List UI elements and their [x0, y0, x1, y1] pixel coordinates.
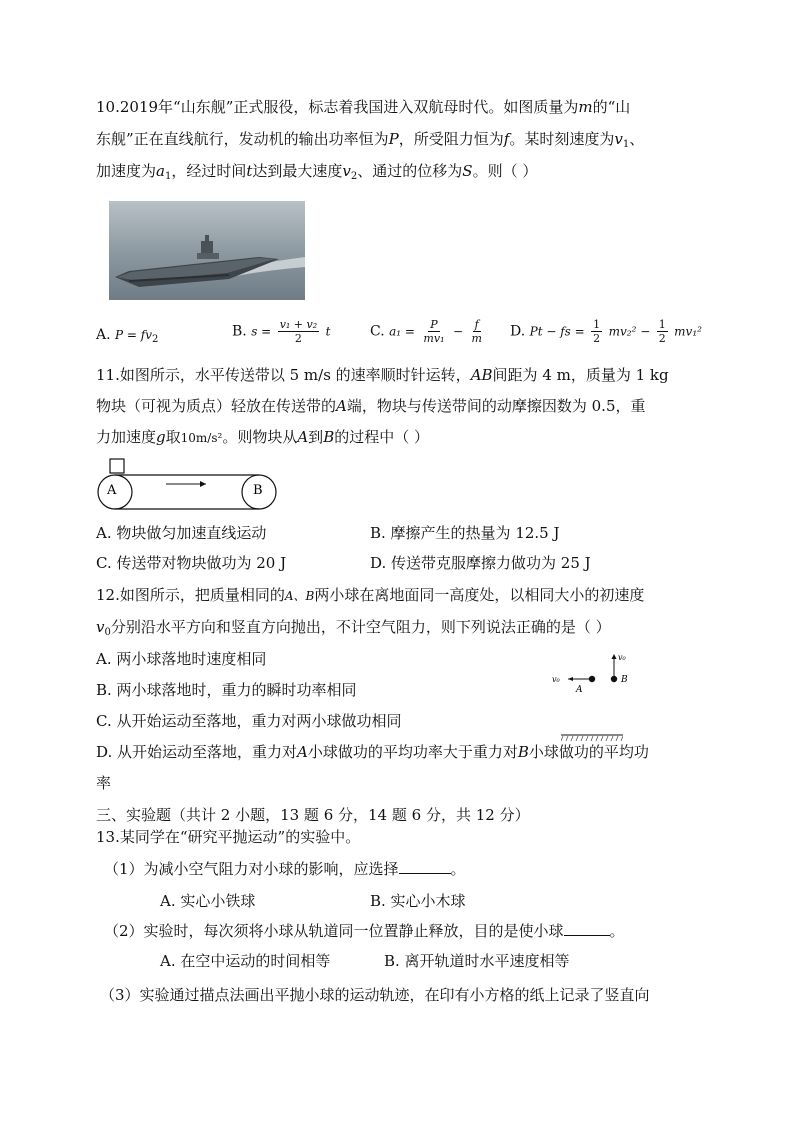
- q12-line-1: 12.如图所示，把质量相同的A、B两小球在离地面同一高度处，以相同大小的初速度: [96, 586, 645, 604]
- q13-part-3: （3）实验通过描点法画出平抛小球的运动轨迹，在印有小方格的纸上记录了竖直向: [100, 986, 650, 1004]
- block-icon: [110, 459, 124, 473]
- projectile-diagram: [548, 650, 638, 694]
- ball-a-label: A: [576, 685, 583, 694]
- q10-line-2: 东舰”正在直线航行，发动机的输出功率恒为P，所受阻力恒为f。某时刻速度为$v_1$、: [96, 130, 645, 150]
- conveyor-belt-diagram: [96, 456, 280, 512]
- q11-line-2: 物块（可视为质点）轻放在传送带的A端，物块与传送带间的动摩擦因数为 0.5，重: [96, 397, 646, 415]
- arrow-up-icon: [612, 654, 617, 659]
- q13-part-2-option-a: A. 在空中运动的时间相等: [160, 952, 331, 970]
- q13-part-1-option-a: A. 实心小铁球: [160, 892, 256, 910]
- q10-option-d: D. Pt − fs = $\frac{1}{2}$ mv₂² − $\frac{1}{2}$ mv₁²: [510, 318, 702, 345]
- aircraft-carrier-image: [109, 201, 305, 300]
- q11-option-d: D. 传送带克服摩擦力做功为 25 J: [370, 554, 591, 572]
- fraction: $\frac{1}{2}$: [593, 318, 601, 345]
- fraction: $\frac{P}{\text{mv₁}}$: [423, 318, 445, 345]
- fraction: $\frac{1}{2}$: [658, 318, 666, 345]
- q10-line-3: 加速度为$a_1$，经过时间t达到最大速度$v_2$、通过的位移为S。则（ ）: [96, 162, 538, 182]
- fraction: $\frac{f}{m}$: [471, 318, 482, 345]
- velocity-b-label: v₀: [618, 653, 626, 662]
- ball-a: [589, 676, 595, 682]
- q10-option-a: A. $P = fv_2$: [96, 327, 159, 345]
- q10-line-1: 10.2019年“山东舰”正式服役，标志着我国进入双航母时代。如图质量为m的“山: [96, 98, 631, 116]
- arrow-right-icon: [200, 481, 206, 487]
- ball-b: [611, 676, 617, 682]
- q12-option-a: A. 两小球落地时速度相同: [96, 650, 267, 668]
- pulley-a-label: A: [107, 483, 117, 498]
- q12-option-d-cont: 率: [96, 774, 112, 792]
- section-3-title: 三、实验题（共计 2 小题，13 题 6 分，14 题 6 分，共 12 分）: [96, 806, 530, 824]
- q11-option-a: A. 物块做匀加速直线运动: [96, 524, 267, 542]
- q10-option-b: B. s = $\frac{\text{v₁ + v₂}}{2}$ t: [232, 318, 331, 345]
- q12-line-2: $v_0$分别沿水平方向和竖直方向抛出，不计空气阻力，则下列说法正确的是（ ）: [96, 618, 611, 638]
- q13-part-1-option-b: B. 实心小木球: [370, 892, 466, 910]
- q13-part-2: （2）实验时，每次须将小球从轨道同一位置静止释放，目的是使小球 。: [104, 922, 625, 940]
- q11-line-3: 力加速度g取10m/s²。则物块从A到B的过程中（ ）: [96, 428, 429, 446]
- q13-stem: 13.某同学在“研究平抛运动”的实验中。: [96, 828, 361, 846]
- q11-line-1: 11.如图所示，水平传送带以 5 m/s 的速率顺时针运转，AB间距为 4 m，质量为 1 kg: [96, 366, 669, 384]
- q10-option-c: C. a₁ = $\frac{P}{\text{mv₁}}$ − $\frac{f}{m}$: [370, 318, 482, 345]
- velocity-a-label: v₀: [552, 675, 560, 684]
- pulley-b-label: B: [253, 483, 263, 498]
- q12-option-b: B. 两小球落地时，重力的瞬时功率相同: [96, 681, 357, 699]
- q13-part-2-option-b: B. 离开轨道时水平速度相等: [384, 952, 570, 970]
- q11-option-b: B. 摩擦产生的热量为 12.5 J: [370, 524, 560, 542]
- ball-b-label: B: [621, 675, 628, 685]
- q13-part-1: （1）为减小空气阻力对小球的影响，应选择 。: [104, 860, 466, 878]
- fraction: $\frac{\text{v₁ + v₂}}{2}$: [279, 318, 318, 345]
- q12-option-d: D. 从开始运动至落地，重力对A小球做功的平均功率大于重力对B小球做功的平均功: [96, 743, 649, 761]
- q11-option-c: C. 传送带对物块做功为 20 J: [96, 554, 287, 572]
- q12-option-c: C. 从开始运动至落地，重力对两小球做功相同: [96, 712, 402, 730]
- arrow-left-icon: [568, 677, 573, 681]
- answer-blank[interactable]: [399, 859, 451, 874]
- answer-blank[interactable]: [564, 921, 610, 936]
